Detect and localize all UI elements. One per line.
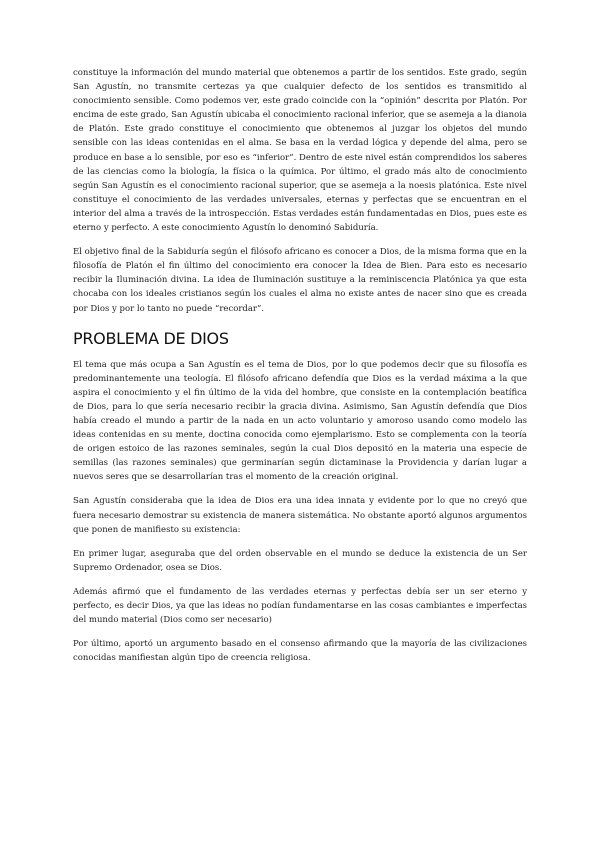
paragraph-theme-of-god: El tema que más ocupa a San Agustín es el tema de Dios, por lo que podemos decir que su filosofía es predominantemente una teología. El filósofo africano defendía que Dios es la verdad máxima a la que aspira el conocimiento y el fin último de la vida del hombre, que consiste en la contemplación beatífica de Dios, para lo que sería necesario recibir la gracia divina. Asimismo, San Agustín defendía que Dios había creado el mundo a partir de la nada en un acto voluntario y amoroso usando como modelo las ideas contenidas en su mente, doctina conocida como ejemplarismo. Esto se complementa con la teoría de origen estoico de las razones seminales, según la cual Dios depositó en la materia una especie de semillas (las razones seminales) que germinarían según dictaminase la Providencia y darían lugar a nuevos seres que se desarrollarían tras el momento de la creación original. xyxy=(73,359,527,483)
paragraph-knowledge-grades: constituye la información del mundo material que obtenemos a partir de los sentidos. Este grado, según San Agustín, no transmite certezas ya que cualquier defecto de los sentidos es transmitido al conocimiento sensible. Como podemos ver, este grado coincide con la “opinión” descrita por Platón. Por encima de este grado, San Agustín ubicaba el conocimiento racional inferior, que se asemeja a la dianoia de Platón. Este grado constituye el conocimiento que obtenemos al juzgar los objetos del mundo sensible con las ideas contenidas en el alma. Se basa en la verdad lógica y depende del alma, pero se produce en base a lo sensible, por eso es “inferior”. Dentro de este nivel están comprendidos los saberes de las ciencias como la biología, la física o la química. Por último, el grado más alto de conocimiento según San Agustín es el conocimiento racional superior, que se asemeja a la noesis platónica. Este nivel constituye el conocimiento de las verdades universales, eternas y perfectas que se encuentran en el interior del alma a través de la introspección. Estas verdades están fundamentadas en Dios, pues este es eterno y perfecto. A este conocimiento Agustín lo denominó Sabiduría. xyxy=(73,68,527,234)
section-heading: PROBLEMA DE DIOS xyxy=(73,328,229,348)
document-body xyxy=(73,66,527,675)
paragraph-argument-consensus: Por último, aportó un argumento basado en el consenso afirmando que la mayoría de las civilizaciones conocidas manifiestan algún tipo de creencia religiosa. xyxy=(73,639,527,664)
paragraph-argument-eternal-truths: Además afirmó que el fundamento de las verdades eternas y perfectas debía ser un ser eterno y perfecto, es decir Dios, ya que las ideas no podían fundamentarse en las cosas cambiantes e imperfectas del mundo material (Dios como ser necesario) xyxy=(73,586,527,626)
paragraph-argument-order: En primer lugar, aseguraba que del orden observable en el mundo se deduce la existencia de un Ser Supremo Ordenador, osea se Dios. xyxy=(73,548,527,573)
paragraph-innate-idea: San Agustín consideraba que la idea de Dios era una idea innata y evidente por lo que no creyó que fuera necesario demostrar su existencia de manera sistemática. No obstante aportó algunos argumentos que ponen de manifiesto su existencia: xyxy=(73,496,527,535)
paragraph-wisdom-goal: El objetivo final de la Sabiduría según el filósofo africano es conocer a Dios, de la misma forma que en la filosofía de Platón el fin último del conocimiento era conocer la Idea de Bien. Para esto es necesario recibir la Iluminación divina. La idea de Iluminación sustituye a la reminiscencia Platónica ya que esta chocaba con los ideales cristianos según los cuales el alma no existe antes de nacer sino que es creada por Dios y por lo tanto no puede “recordar”. xyxy=(73,247,527,314)
